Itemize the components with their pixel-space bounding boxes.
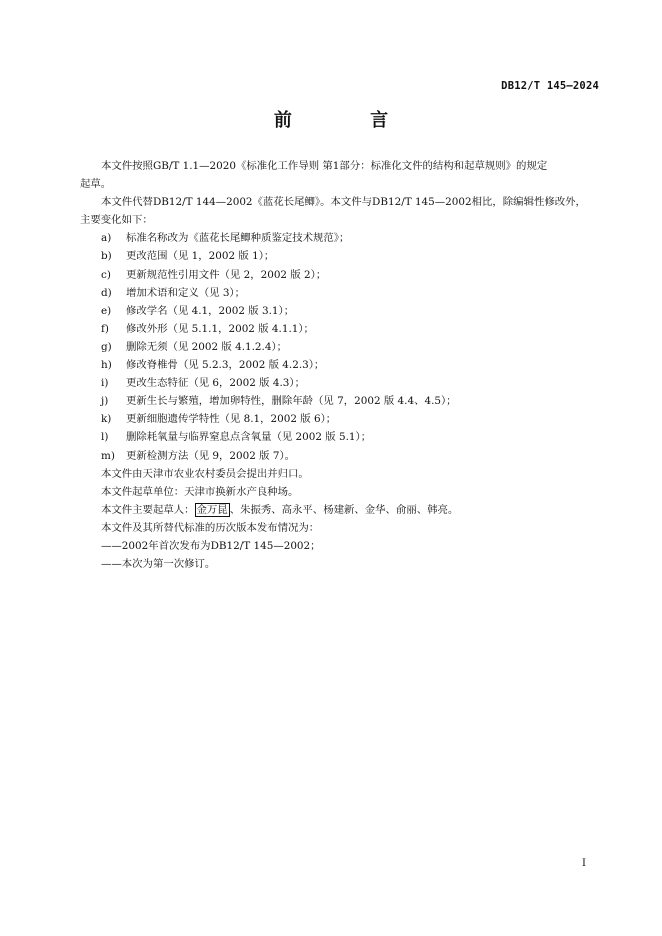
list-item-mark: k) (101, 413, 112, 426)
statement-proposer: 本文件由天津市农业农村委员会提出并归口。 (101, 467, 309, 480)
list-item (80, 338, 600, 356)
statement-history-intro: 本文件及其所替代标准的历次版本发布情况为： (101, 521, 320, 534)
list-item-text: 修改脊椎骨（见 5.2.3，2002 版 4.2.3）； (126, 359, 325, 372)
list-item (80, 247, 600, 265)
paragraph-drafting-rule-line2: 起草。 (80, 178, 112, 191)
list-item (80, 356, 600, 374)
preface-body (80, 157, 600, 573)
list-item-text: 标准名称改为《蓝花长尾鲫种质鉴定技术规范》； (126, 232, 350, 245)
list-item (80, 320, 600, 338)
list-item-mark: b) (101, 250, 112, 263)
paragraph-replacement-line2: 主要变化如下： (80, 214, 153, 227)
list-item (80, 266, 600, 284)
paragraph-replacement-line1: 本文件代替DB12/T 144—2002《蓝花长尾鲫》。本文件与DB12/T 145—2002相比，除编辑性修改外， (101, 196, 586, 209)
list-item-mark: e) (101, 304, 112, 317)
list-item-mark: h) (101, 359, 112, 372)
statement-history-2: ——本次为第一次修订。 (101, 558, 216, 571)
list-item-text: 修改学名（见 4.1，2002 版 3.1）； (126, 304, 295, 317)
list-item-mark: l) (101, 431, 109, 444)
list-item-text: 修改外形（见 5.1.1，2002 版 4.1.1）； (126, 322, 314, 335)
document-id: DB12/T 145—2024 (501, 80, 599, 92)
list-item-text: 更改生态特征（见 6，2002 版 4.3）； (126, 377, 305, 390)
list-item (80, 374, 600, 392)
list-item-text: 删除无须（见 2002 版 4.1.2.4）； (126, 340, 288, 353)
list-item (80, 229, 600, 247)
list-item (80, 410, 600, 428)
list-item-mark: i) (101, 377, 109, 390)
statement-history-1: ——2002年首次发布为DB12/T 145—2002； (101, 539, 321, 552)
list-item-mark: c) (101, 268, 111, 281)
list-item-mark: a) (101, 232, 112, 245)
list-item-text: 更新细胞遗传学特性（见 8.1，2002 版 6）； (126, 413, 337, 426)
drafters-rest: 、朱振秀、高永平、杨建新、金华、俞丽、韩亮。 (229, 503, 459, 516)
list-item-text: 更新检测方法（见 9，2002 版 7）。 (126, 449, 296, 462)
list-item-mark: g) (101, 340, 112, 353)
list-item (80, 428, 600, 446)
list-item-text: 更新规范性引用文件（见 2，2002 版 2）； (126, 268, 327, 281)
list-item-text: 更新生长与繁殖，增加卵特性，删除年龄（见 7，2002 版 4.4、4.5）； (126, 395, 457, 408)
highlighted-drafter-name: 金万昆 (196, 503, 228, 516)
list-item-mark: f) (101, 322, 109, 335)
list-item-text: 增加术语和定义（见 3）； (126, 286, 246, 299)
list-item-mark: d) (101, 286, 112, 299)
list-item-text: 更改范围（见 1，2002 版 1）； (126, 250, 275, 263)
drafters-label: 本文件主要起草人： (101, 503, 195, 516)
paragraph-drafting-rule-line1: 本文件按照GB/T 1.1—2020《标准化工作导则 第1部分：标准化文件的结构和起草规则》的规定 (101, 160, 548, 172)
list-item-mark: j) (101, 395, 109, 408)
page-title: 前 言 (273, 110, 425, 131)
list-item (80, 392, 600, 410)
list-item (80, 447, 600, 465)
statement-drafting-unit: 本文件起草单位：天津市换新水产良种场。 (101, 485, 299, 498)
statement-drafters (80, 501, 600, 519)
changes-list (80, 229, 600, 464)
list-item (80, 302, 600, 320)
list-item-mark: m) (101, 449, 115, 462)
list-item (80, 284, 600, 302)
page-number: I (582, 858, 586, 869)
list-item-text: 删除耗氧量与临界窒息点含氧量（见 2002 版 5.1）； (126, 431, 372, 444)
